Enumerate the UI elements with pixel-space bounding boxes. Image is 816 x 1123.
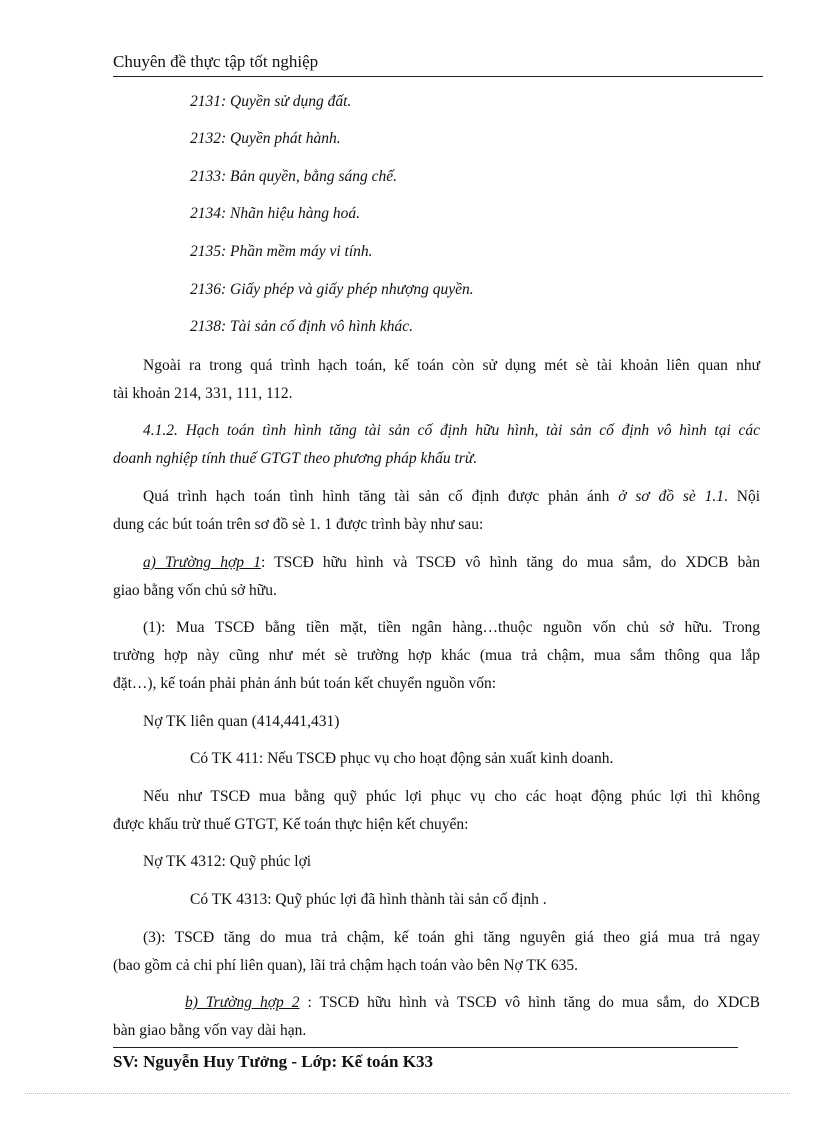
- case1-line1: [143, 551, 760, 575]
- case2-label: b) Trường hợp 2: [185, 994, 300, 1011]
- para2-text: Quá trình hạch toán tình hình tăng tài sản cố định được phản ánh: [143, 488, 619, 505]
- entry2-credit: Có TK 4313: Quỹ phúc lợi đã hình thành tài sản cố định .: [190, 891, 547, 908]
- entry2-debit: Nợ TK 4312: Quỹ phúc lợi: [143, 853, 312, 870]
- para2-text-end: . Nội: [724, 488, 760, 505]
- case1-text: : TSCĐ hữu hình và TSCĐ vô hình tăng do mua sắm, do XDCB bàn: [260, 554, 760, 571]
- entry1-debit: Nợ TK liên quan (414,441,431): [143, 713, 340, 730]
- item1-line2: trường hợp này cũng như mét sè trường hợp khác (mua trả chậm, mua sắm thông qua lắp: [113, 647, 760, 664]
- case1-line2: giao bằng vốn chủ sở hữu.: [113, 582, 277, 599]
- para2-line2: dung các bút toán trên sơ đồ sè 1. 1 được trình bày như sau:: [113, 516, 484, 533]
- entry1-credit: Có TK 411: Nếu TSCĐ phục vụ cho hoạt động sản xuất kinh doanh.: [190, 750, 614, 767]
- para3-line1: Nếu như TSCĐ mua bằng quỹ phúc lợi phục vụ cho các hoạt động phúc lợi thì không: [143, 788, 760, 805]
- account-2138: 2138: Tài sản cố định vô hình khác.: [190, 318, 414, 335]
- section-heading-line1: 4.1.2. Hạch toán tình hình tăng tài sản cố định hữu hình, tài sản cố định vô hình tại các: [143, 422, 760, 439]
- account-2131: 2131: Quyền sử dụng đất.: [190, 93, 352, 110]
- account-2134: 2134: Nhãn hiệu hàng hoá.: [190, 205, 361, 222]
- account-2136: 2136: Giấy phép và giấy phép nhượng quyền.: [190, 281, 474, 298]
- case1-label: a) Trường hợp 1: [143, 554, 261, 571]
- case2-line1: [185, 991, 760, 1015]
- account-2133: 2133: Bản quyền, bằng sáng chế.: [190, 168, 398, 185]
- para3-line2: được khấu trừ thuế GTGT, Kế toán thực hiện kết chuyển:: [113, 816, 469, 833]
- header-title: Chuyên đề thực tập tốt nghiệp: [113, 52, 319, 71]
- item1-line1: (1): Mua TSCĐ bằng tiền mặt, tiền ngân hàng…thuộc nguồn vốn chủ sở hữu. Trong: [143, 619, 760, 636]
- case2-line2: bàn giao bằng vốn vay dài hạn.: [113, 1022, 307, 1039]
- para2-line1: [143, 485, 760, 509]
- item3-line1: (3): TSCĐ tăng do mua trả chậm, kế toán ghi tăng nguyên giá theo giá mua trả ngay: [143, 929, 760, 946]
- account-2135: 2135: Phần mềm máy vi tính.: [190, 243, 373, 260]
- footer-student-info: SV: Nguyễn Huy Tưởng - Lớp: Kế toán K33: [113, 1052, 433, 1071]
- diagram-reference: ở sơ đồ sè 1.1: [618, 488, 725, 505]
- item1-line3: đặt…), kế toán phải phản ánh bút toán kết chuyển nguồn vốn:: [113, 675, 497, 692]
- account-2132: 2132: Quyền phát hành.: [190, 130, 341, 147]
- para1-line1: Ngoài ra trong quá trình hạch toán, kế toán còn sử dụng mét sè tài khoản liên quan như: [143, 357, 760, 374]
- page-footer: [113, 1047, 738, 1072]
- item3-line2: (bao gồm cả chi phí liên quan), lãi trả chậm hạch toán vào bên Nợ TK 635.: [113, 957, 579, 974]
- page-header: [113, 52, 763, 77]
- para1-line2: tài khoản 214, 331, 111, 112.: [113, 385, 293, 402]
- page-bottom-border: [25, 1093, 790, 1094]
- section-heading-line2: doanh nghiệp tính thuế GTGT theo phương pháp khấu trừ.: [113, 450, 478, 467]
- case2-text: : TSCĐ hữu hình và TSCĐ vô hình tăng do mua sắm, do XDCB: [299, 994, 760, 1011]
